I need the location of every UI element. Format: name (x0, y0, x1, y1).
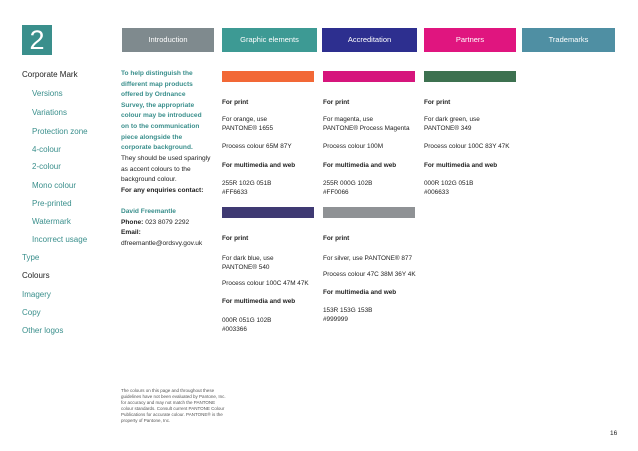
nav-mono-colour[interactable]: Mono colour (32, 181, 77, 190)
silver-for-print: For print (323, 235, 350, 242)
blue-for-print: For print (222, 235, 249, 242)
contact-phone: 023 8079 2292 (145, 218, 190, 226)
nav-imagery[interactable]: Imagery (22, 290, 51, 299)
nav-4-colour[interactable]: 4-colour (32, 145, 61, 154)
silver-hex: #999999 (323, 316, 348, 323)
orange-for-print: For print (222, 99, 249, 106)
nav-2-colour[interactable]: 2-colour (32, 162, 61, 171)
blue-rgb: 000R 051G 102B (222, 317, 272, 324)
silver-rgb: 153R 153G 153B (323, 307, 373, 314)
nav-incorrect-usage[interactable]: Incorrect usage (32, 235, 88, 244)
magenta-rgb: 255R 000G 102B (323, 180, 373, 187)
green-process: Process colour 100C 83Y 47K (424, 143, 510, 150)
green-rgb: 000R 102G 051B (424, 180, 474, 187)
nav-watermark[interactable]: Watermark (32, 217, 71, 226)
green-pantone: PANTONE® 349 (424, 125, 472, 132)
nav-type[interactable]: Type (22, 253, 40, 262)
silver-use: For silver, use PANTONE® 877 (323, 255, 412, 262)
intro-body: They should be used sparingly as accent colours to the background colour. (121, 155, 211, 184)
tab-trademarks[interactable]: Trademarks (522, 28, 615, 52)
orange-pantone: PANTONE® 1655 (222, 125, 274, 132)
contact-email[interactable]: dfreemantle@ordsvy.gov.uk (121, 239, 203, 247)
blue-hex: #003366 (222, 326, 247, 333)
intro-headline: To help distinguish the different map products offered by Ordnance Survey, the appropriate colour may be introduced on to the communication piece alongside the corporate background. (121, 70, 202, 152)
silver-multimedia: For multimedia and web (323, 289, 397, 296)
swatch-orange (222, 71, 314, 82)
blue-multimedia: For multimedia and web (222, 298, 296, 305)
nav-pre-printed[interactable]: Pre-printed (32, 199, 72, 208)
swatch-silver (323, 207, 415, 218)
nav-versions[interactable]: Versions (32, 89, 63, 98)
silver-process: Process colour 47C 38M 36Y 4K (323, 271, 416, 278)
magenta-hex: #FF0066 (323, 189, 349, 196)
orange-multimedia: For multimedia and web (222, 162, 296, 169)
green-multimedia: For multimedia and web (424, 162, 498, 169)
tab-accreditation[interactable]: Accreditation (322, 28, 417, 52)
magenta-multimedia: For multimedia and web (323, 162, 397, 169)
tab-introduction[interactable]: Introduction (122, 28, 214, 52)
tab-graphic-elements[interactable]: Graphic elements (222, 28, 317, 52)
blue-pantone: PANTONE® 540 (222, 264, 270, 271)
magenta-process: Process colour 100M (323, 143, 384, 150)
green-hex: #006633 (424, 189, 449, 196)
swatch-dark-blue (222, 207, 314, 218)
green-use: For dark green, use (424, 116, 480, 123)
orange-process: Process colour 65M 87Y (222, 143, 292, 150)
swatch-magenta (323, 71, 415, 82)
orange-hex: #FF6633 (222, 189, 248, 196)
enquiries-label: For any enquiries contact: (121, 187, 204, 194)
magenta-use: For magenta, use (323, 116, 374, 123)
nav-copy[interactable]: Copy (22, 308, 41, 317)
contact-name: David Freemantle (121, 208, 176, 215)
orange-use: For orange, use (222, 116, 268, 123)
page-number: 16 (610, 430, 618, 437)
contact-block: David Freemantle Phone: 023 8079 2292 Email: dfreemantle@ordsvy.gov.uk (121, 207, 221, 249)
nav-colours[interactable]: Colours (22, 271, 50, 280)
green-for-print: For print (424, 99, 451, 106)
magenta-for-print: For print (323, 99, 350, 106)
nav-corporate-mark[interactable]: Corporate Mark (22, 70, 78, 79)
swatch-dark-green (424, 71, 516, 82)
magenta-pantone: PANTONE® Process Magenta (323, 125, 410, 132)
tab-partners[interactable]: Partners (424, 28, 516, 52)
nav-protection-zone[interactable]: Protection zone (32, 127, 88, 136)
nav-variations[interactable]: Variations (32, 108, 67, 117)
pantone-disclaimer: The colours on this page and throughout these guidelines have not been evaluated by Pantone, Inc. for accuracy and may not match the PANTONE colour standards. Consult current PANTONE Colour Publications for accurate colour. PANTONE® is the property of Pantone, Inc. (121, 388, 226, 423)
nav-other-logos[interactable]: Other logos (22, 326, 64, 335)
orange-rgb: 255R 102G 051B (222, 180, 272, 187)
section-number: 2 (22, 25, 52, 55)
blue-process: Process colour 100C 47M 47K (222, 280, 309, 287)
blue-use: For dark blue, use (222, 255, 274, 262)
